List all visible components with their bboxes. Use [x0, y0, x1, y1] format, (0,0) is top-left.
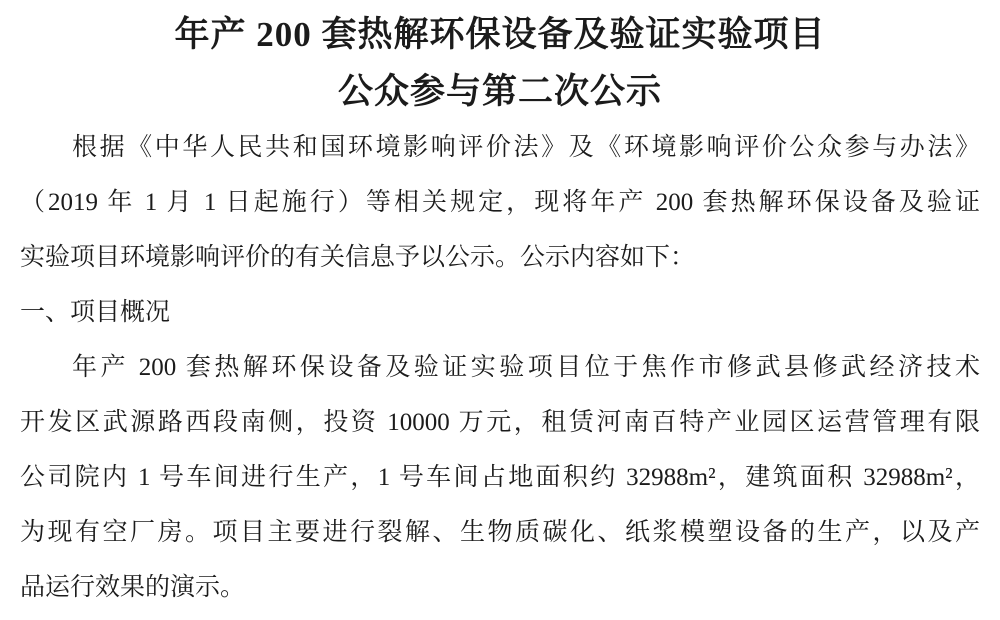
paragraph-project-overview — [20, 340, 980, 615]
intro-line-1: 根据《中华人民共和国环境影响评价法》及《环境影响评价公众参与办法》 — [72, 134, 980, 161]
paragraph-intro — [20, 120, 980, 285]
overview-line-1: 年产 200 套热解环保设备及验证实验项目位于焦作市修武县修武经济技术 — [72, 354, 980, 381]
title-line-2: 公众参与第二次公示 — [337, 72, 662, 111]
intro-line-2: （2019 年 1 月 1 日起施行）等相关规定，现将年产 200 套热解环保设备及验证 — [20, 189, 980, 216]
overview-line-5: 品运行效果的演示。 — [20, 574, 246, 601]
document-title — [20, 6, 980, 120]
section-heading-project-overview: 一、项目概况 — [20, 299, 171, 326]
intro-line-3: 实验项目环境影响评价的有关信息予以公示。公示内容如下： — [20, 244, 696, 271]
overview-line-3: 公司院内 1 号车间进行生产，1 号车间占地面积约 32988m²，建筑面积 32988m²， — [20, 464, 980, 491]
overview-line-2: 开发区武源路西段南侧，投资 10000 万元，租赁河南百特产业园区运营管理有限 — [20, 409, 980, 436]
overview-line-4: 为现有空厂房。项目主要进行裂解、生物质碳化、纸浆模塑设备的生产，以及产 — [20, 519, 980, 546]
title-line-1: 年产 200 套热解环保设备及验证实验项目 — [174, 15, 826, 54]
